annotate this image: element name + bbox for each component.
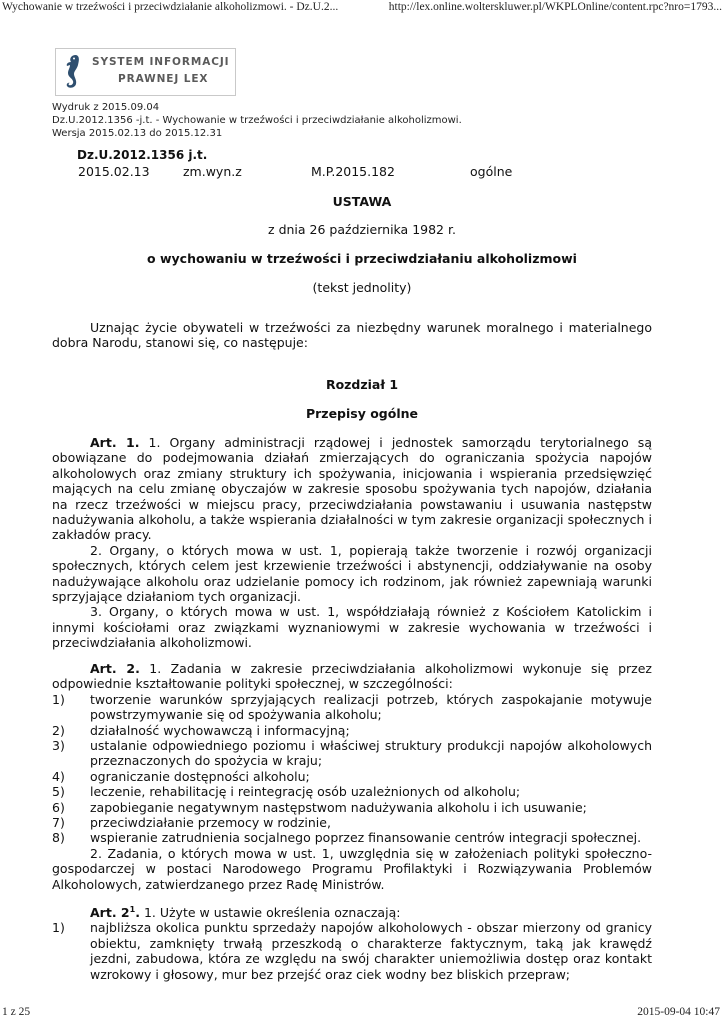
amend-date: 2015.02.13: [78, 164, 150, 179]
art1-para1: [52, 435, 652, 543]
logo-line1: SYSTEM INFORMACJI: [92, 56, 230, 68]
print-header-title: Wychowanie w trzeźwości i przeciwdziałanie alkoholizmowi. - Dz.U.2...: [2, 1, 339, 13]
doc-version: Wersja 2015.02.13 do 2015.12.31: [52, 128, 223, 139]
article-2-1: [52, 905, 652, 982]
art21-para1-text: 1. Użyte w ustawie określenia oznaczają:: [143, 905, 401, 920]
chapter-title: Przepisy ogólne: [305, 406, 419, 421]
list-item: 1) tworzenie warunków sprzyjających realizacji potrzeb, których zaspokajanie motywuje powstrzymywanie się od spożywania alkoholu;: [52, 691, 652, 723]
print-date: Wydruk z 2015.09.04: [52, 102, 160, 113]
page-number: 1 z 25: [2, 1006, 31, 1018]
preamble: [52, 320, 652, 351]
preamble-text: Uznając życie obywateli w trzeźwości za niezbędny warunek moralnego i materialnego dobra Narodu, stanowi się, co następuje:: [52, 320, 652, 351]
chapter-number: Rozdział 1: [325, 377, 399, 392]
amend-scope: ogólne: [470, 164, 513, 179]
amend-type: zm.wyn.z: [183, 164, 242, 179]
list-item: 7) przeciwdziałanie przemocy w rodzinie,: [52, 815, 331, 831]
act-date: z dnia 26 października 1982 r.: [268, 222, 456, 237]
print-footer: [2, 1006, 720, 1020]
art1-para3: 3. Organy, o których mowa w ust. 1, współdziałają również z Kościołem Katolickim i innymi kościołami oraz związkami wyznaniowymi w zakresie wychowania w trzeźwości i przeciwdziałania alkoholizmowi.: [52, 604, 652, 651]
doc-id: Dz.U.2012.1356 j.t.: [77, 148, 208, 162]
act-note: (tekst jednolity): [312, 280, 412, 295]
print-metadata: [52, 101, 462, 140]
article-1: [52, 435, 652, 651]
art2-para1-text: 1. Zadania w zakresie przeciwdziałania alkoholizmowi wykonuje się przez odpowiednie kształtowanie polityki społecznej, w szczególności:: [52, 661, 652, 692]
print-header-url: http://lex.online.wolterskluwer.pl/WKPLOnline/content.rpc?nro=1793...: [388, 1, 722, 13]
list-item: 1) najbliższa okolica punktu sprzedaży napojów alkoholowych - obszar mierzony od granicy obiektu, zamknięty trwałą przeszkodą o charakterze faktycznym, taką jak krawędź jezdni, zabudowa, która ze względu na swój charakter uniemożliwia dostęp oraz kontakt wzrokowy i głosowy, mur bez przejść oraz ciek wodny bez bliskich przepraw;: [52, 920, 652, 982]
art1-label: Art. 1.: [90, 435, 140, 450]
list-item: 4) ograniczanie dostępności alkoholu;: [52, 768, 310, 784]
list-item: 6) zapobieganie negatywnym następstwom nadużywania alkoholu i ich usuwanie;: [52, 799, 587, 815]
act-title: o wychowaniu w trzeźwości i przeciwdziałaniu alkoholizmowi: [147, 251, 577, 266]
print-header: [2, 1, 722, 15]
act-type: USTAWA: [332, 194, 392, 209]
doc-reference-title: Dz.U.2012.1356 -j.t. - Wychowanie w trzeźwości i przeciwdziałanie alkoholizmowi.: [52, 115, 462, 126]
list-item: 2) działalność wychowawczą i informacyjną;: [52, 722, 350, 738]
art21-para1: [52, 905, 652, 920]
list-item: 3) ustalanie odpowiedniego poziomu i właściwej struktury produkcji napojów alkoholowych przeznaczonych do spożycia w kraju;: [52, 738, 652, 769]
seahorse-icon: [61, 53, 87, 91]
logo-line2: PRAWNEJ LEX: [118, 73, 209, 85]
list-item: 8) wspieranie zatrudnienia socjalnego poprzez finansowanie centrów integracji społecznej.: [52, 830, 642, 846]
art21-label: Art. $2^1$.: [90, 905, 140, 920]
list-item: 5) leczenie, rehabilitację i reintegrację osób uzależnionych od alkoholu;: [52, 784, 521, 800]
art2-para1: [52, 661, 652, 692]
amend-source: M.P.2015.182: [311, 164, 395, 179]
art2-para2: 2. Zadania, o których mowa w ust. 1, uwzględnia się w założeniach polityki społeczno-gospodarczej w postaci Narodowego Programu Profilaktyki i Rozwiązywania Problemów Alkoholowych, zatwierdzanego przez Radę Ministrów.: [52, 845, 652, 892]
art2-label: Art. 2.: [90, 661, 140, 676]
art1-para1-text: 1. Organy administracji rządowej i jednostek samorządu terytorialnego są obowiązane do podejmowania działań zmierzających do ograniczania spożycia napojów alkoholowych oraz zmiany struktury ich spożywania, inicjowania i wspierania przedsięwzięć mających na celu zmianę obyczajów w zakresie sposobu spożywania tych napojów, działania na rzecz trzeźwości w miejscu pracy, przeciwdziałania powstawaniu i usuwania następstw nadużywania alkoholu, a także wspierania działalności w tym zakresie organizacji społecznych i zakładów pracy.: [52, 435, 652, 543]
article-2: [52, 661, 652, 892]
art1-para2: 2. Organy, o których mowa w ust. 1, popierają także tworzenie i rozwój organizacji społecznych, których celem jest krzewienie trzeźwości i abstynencji, oddziaływanie na osoby nadużywające alkoholu oraz udzielanie pomocy ich rodzinom, jak również zapewniają warunki sprzyjające działaniom tych organizacji.: [52, 542, 652, 605]
lex-logo: [55, 48, 236, 96]
print-datetime: 2015-09-04 10:47: [637, 1006, 720, 1018]
